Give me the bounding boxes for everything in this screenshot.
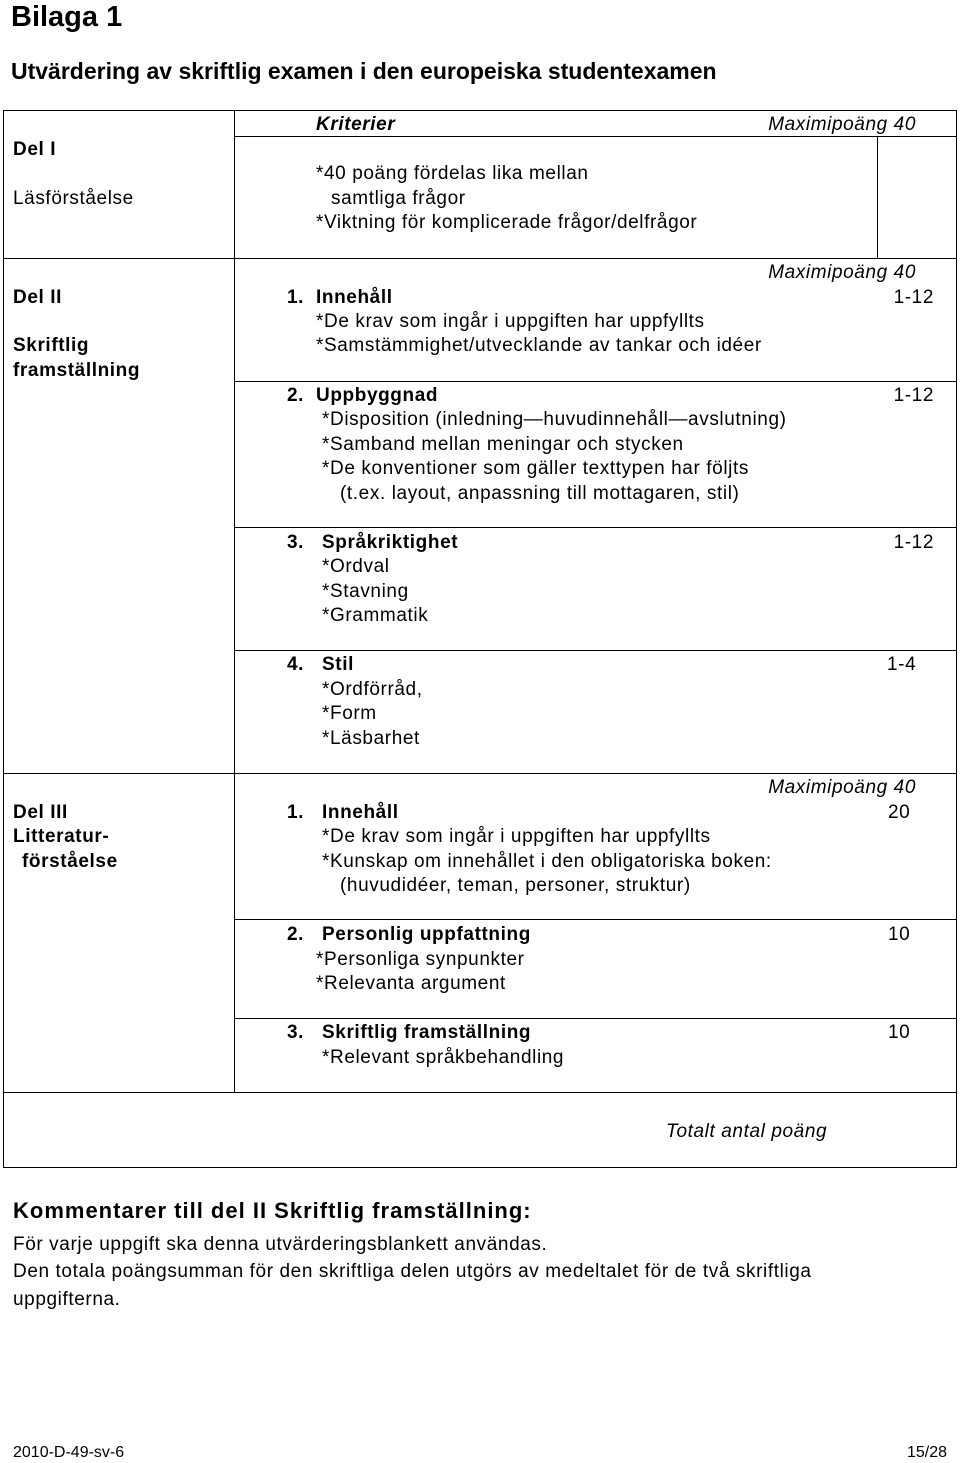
criterion-line: *Ordförråd, [322, 679, 423, 700]
criterion-line: *Personliga synpunkter [316, 949, 525, 970]
criterion-line: *Läsbarhet [322, 728, 420, 749]
document-subtitle: Utvärdering av skriftlig examen i den europeiska studentexamen [11, 58, 717, 84]
criterion-line: *Relevanta argument [316, 973, 506, 994]
criterion-heading: Innehåll [322, 802, 399, 823]
section-label: Del III [13, 802, 68, 823]
criterion-number: 1. [287, 287, 305, 308]
criterion-points: 1-12 [893, 532, 934, 553]
criterion-line: (huvudidéer, teman, personer, struktur) [340, 875, 691, 896]
criterion-line: *Form [322, 703, 377, 724]
total-points-label: Totalt antal poäng [666, 1121, 828, 1142]
criteria-header: Kriterier [316, 114, 396, 135]
section-label: Del I [13, 139, 57, 160]
max-points-label: Maximipoäng 40 [768, 777, 916, 798]
criterion-line: *Relevant språkbehandling [322, 1047, 565, 1068]
section-subject: framställning [13, 360, 141, 381]
section-label: Del II [13, 287, 63, 308]
comments-paragraph: uppgifterna. [13, 1289, 121, 1310]
comments-paragraph: Den totala poängsumman för den skriftliga delen utgörs av medeltalet för de två skriftliga [13, 1261, 812, 1282]
criterion-line: *De krav som ingår i uppgiften har uppfyllts [322, 826, 711, 847]
criterion-heading: Språkriktighet [322, 532, 459, 553]
criterion-heading: Personlig uppfattning [322, 924, 531, 945]
criterion-line: *Samstämmighet/utvecklande av tankar och idéer [316, 335, 762, 356]
criterion-line: *Kunskap om innehållet i den obligatoriska boken: [322, 851, 772, 872]
section-subject: Skriftlig [13, 335, 90, 356]
criterion-line: *Ordval [322, 556, 390, 577]
criterion-points: 20 [888, 802, 911, 823]
criteria-line: samtliga frågor [331, 188, 466, 209]
criterion-number: 1. [287, 802, 305, 823]
section-subject: förståelse [22, 851, 118, 872]
comments-paragraph: För varje uppgift ska denna utvärderingsblankett användas. [13, 1234, 548, 1255]
max-points-label: Maximipoäng 40 [768, 114, 916, 135]
criterion-number: 3. [287, 532, 305, 553]
comments-heading: Kommentarer till del II Skriftlig framställning: [13, 1198, 532, 1223]
criterion-number: 2. [287, 385, 305, 406]
criterion-points: 1-12 [893, 287, 934, 308]
criterion-line: *Samband mellan meningar och stycken [322, 434, 684, 455]
criterion-number: 4. [287, 654, 305, 675]
criterion-line: *Stavning [322, 581, 409, 602]
criterion-points: 10 [888, 1022, 911, 1043]
criterion-number: 3. [287, 1022, 305, 1043]
page-title: Bilaga 1 [11, 1, 123, 33]
criterion-line: *Grammatik [322, 605, 429, 626]
criterion-heading: Stil [322, 654, 354, 675]
max-points-label: Maximipoäng 40 [768, 262, 916, 283]
criterion-heading: Uppbyggnad [316, 385, 439, 406]
criterion-heading: Innehåll [316, 287, 393, 308]
criterion-heading: Skriftlig framställning [322, 1022, 532, 1043]
document-code: 2010-D-49-sv-6 [13, 1444, 125, 1461]
criterion-line: *De konventioner som gäller texttypen har följts [322, 458, 749, 479]
criterion-number: 2. [287, 924, 305, 945]
section-subject: Litteratur- [13, 826, 110, 847]
criteria-line: *Viktning för komplicerade frågor/delfrågor [316, 212, 698, 233]
criterion-points: 10 [888, 924, 911, 945]
criterion-line: *De krav som ingår i uppgiften har uppfyllts [316, 311, 705, 332]
criteria-line: *40 poäng fördelas lika mellan [316, 163, 589, 184]
page-number: 15/28 [906, 1444, 947, 1461]
criterion-line: (t.ex. layout, anpassning till mottagaren, stil) [340, 483, 740, 504]
section-subject: Läsförståelse [13, 188, 134, 209]
criterion-line: *Disposition (inledning—huvudinnehåll—avslutning) [322, 409, 787, 430]
criterion-points: 1-12 [893, 385, 934, 406]
criterion-points: 1-4 [887, 654, 917, 675]
